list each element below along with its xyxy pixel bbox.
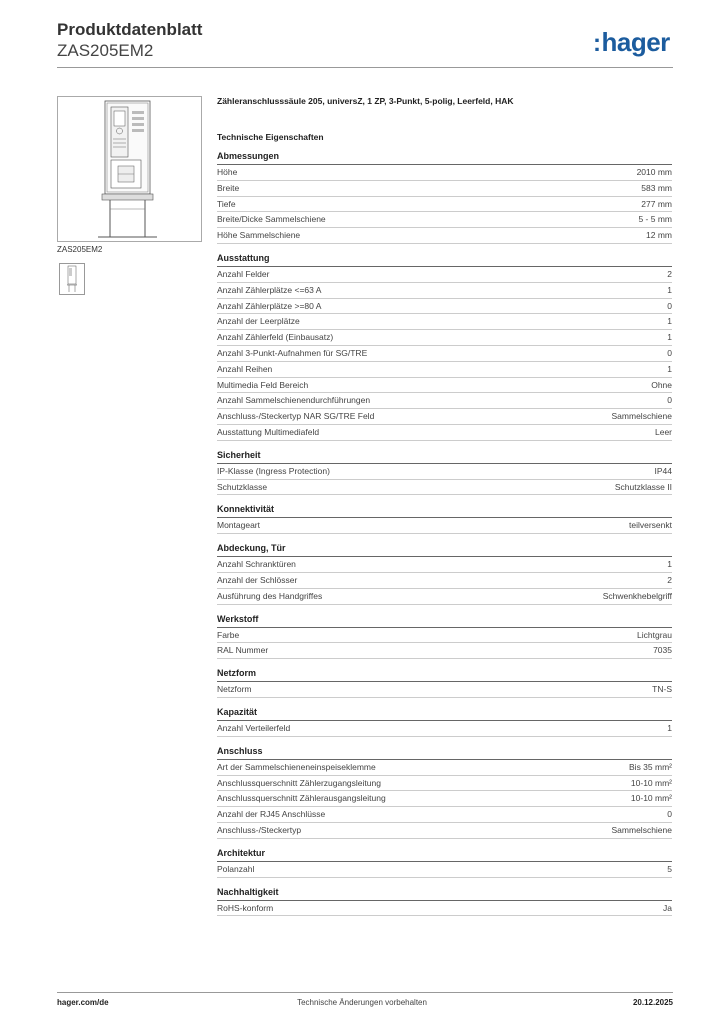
property-row [217,760,672,776]
property-row [217,197,672,213]
product-image [57,96,202,242]
property-row [217,807,672,823]
property-row [217,378,672,394]
property-label: Breite [217,182,240,193]
property-label: Anzahl Zählerplätze >=80 A [217,300,322,311]
section-title: Ausstattung [217,253,672,267]
image-caption: ZAS205EM2 [57,245,103,254]
logo-colon-mark: : [593,30,601,57]
property-section [217,450,672,496]
section-title: Kapazität [217,707,672,721]
property-row [217,314,672,330]
property-value: 5 [667,863,672,874]
property-label: Anzahl der Schlösser [217,574,298,585]
property-value: Schutzklasse II [614,481,672,492]
logo-text: hager [601,27,670,57]
property-row [217,862,672,878]
property-row [217,776,672,792]
property-label: Anzahl 3-Punkt-Aufnahmen für SG/TRE [217,347,368,358]
property-label: Multimedia Feld Bereich [217,379,309,390]
property-value: 1 [667,559,672,570]
meter-column-drawing [58,97,201,241]
property-value: Schwenkhebelgriff [602,590,672,601]
property-section [217,614,672,660]
property-value: Leer [654,426,672,437]
property-label: Anzahl Zählerplätze <=63 A [217,284,322,295]
property-value: 2 [667,268,672,279]
property-section [217,253,672,441]
property-section [217,707,672,737]
property-section [217,746,672,839]
property-label: Höhe [217,167,238,177]
property-value: Ja [663,902,672,913]
property-value: 1 [667,332,672,343]
property-row [217,165,672,181]
property-row [217,212,672,228]
property-row [217,267,672,283]
property-label: Ausstattung Multimediafeld [217,426,320,437]
property-label: Anzahl Verteilerfeld [217,722,291,733]
footer-note: Technische Änderungen vorbehalten [297,998,427,1007]
property-row [217,721,672,737]
property-value: 0 [667,395,672,406]
property-row [217,518,672,534]
property-value: 1 [667,722,672,733]
property-row [217,393,672,409]
property-section [217,151,672,244]
section-title: Konnektivität [217,504,672,518]
property-value: TN-S [652,684,672,695]
property-label: Montageart [217,520,260,531]
property-value: 12 mm [646,230,672,241]
property-label: Anzahl Zählerfeld (Einbausatz) [217,332,334,343]
section-title: Abmessungen [217,151,672,165]
property-label: IP-Klasse (Ingress Protection) [217,465,330,476]
property-row [217,589,672,605]
property-row [217,362,672,378]
property-label: Polanzahl [217,863,255,874]
property-label: Netzform [217,684,252,695]
property-value: 10-10 mm² [630,793,672,804]
property-label: Ausführung des Handgriffes [217,590,323,601]
property-row [217,573,672,589]
property-value: Lichtgrau [637,629,672,640]
image-thumbnail[interactable] [59,263,85,295]
property-value: teilversenkt [629,520,672,531]
property-row [217,330,672,346]
property-label: Anzahl der RJ45 Anschlüsse [217,809,326,820]
section-title: Netzform [217,668,672,682]
header-divider [57,67,673,68]
property-value: 1 [667,316,672,327]
thumbnail-drawing [60,264,84,294]
property-value: 0 [667,347,672,358]
property-section [217,504,672,534]
footer-website[interactable]: hager.com/de [57,998,109,1007]
property-row [217,628,672,644]
property-row [217,557,672,573]
page-title: Produktdatenblatt [57,20,203,39]
property-label: RoHS-konform [217,902,274,913]
property-sections [217,151,672,916]
section-title: Abdeckung, Tür [217,543,672,557]
property-label: Anzahl Schranktüren [217,559,296,570]
property-value: Ohne [651,379,672,390]
section-title: Architektur [217,848,672,862]
property-value: 1 [667,284,672,295]
product-description: Zähleranschlusssäule 205, universZ, 1 ZP, 3-Punkt, 5-polig, Leerfeld, HAK [217,96,514,106]
section-title: Werkstoff [217,614,672,628]
property-row [217,823,672,839]
property-label: Farbe [217,629,240,640]
property-label: Anzahl Felder [217,268,270,279]
property-value: Sammelschiene [611,411,672,422]
property-label: Anschlussquerschnitt Zählerzugangsleitung [217,777,381,788]
property-value: 5 - 5 mm [638,214,672,225]
property-row [217,181,672,197]
property-row [217,682,672,698]
property-section [217,887,672,917]
property-section [217,668,672,698]
property-row [217,464,672,480]
footer-date: 20.12.2025 [632,998,673,1007]
property-value: 1 [667,363,672,374]
property-label: Tiefe [217,198,236,209]
footer-divider [57,992,673,993]
section-title: Nachhaltigkeit [217,887,672,901]
properties-heading: Technische Eigenschaften [217,132,324,142]
property-value: Bis 35 mm² [629,761,672,772]
property-row [217,901,672,917]
property-value: 0 [667,300,672,311]
property-label: Anschluss-/Steckertyp [217,824,302,835]
property-row [217,228,672,244]
properties-content [217,96,672,916]
property-row [217,346,672,362]
property-row [217,283,672,299]
property-value: 7035 [653,645,672,656]
property-label: Anzahl der Leerplätze [217,316,300,327]
property-value: 277 mm [641,198,672,209]
brand-logo [593,27,670,58]
property-row [217,425,672,441]
property-value: 583 mm [641,182,672,193]
property-section [217,848,672,878]
property-row [217,480,672,496]
property-label: Schutzklasse [217,481,268,492]
property-label: Anschlussquerschnitt Zählerausgangsleitung [217,793,386,804]
article-number: ZAS205EM2 [57,41,154,60]
section-title: Sicherheit [217,450,672,464]
property-row [217,299,672,315]
property-value: 0 [667,809,672,820]
property-value: 2010 mm [636,167,672,177]
property-row [217,643,672,659]
property-value: IP44 [654,465,672,476]
property-row [217,409,672,425]
property-label: Höhe Sammelschiene [217,230,301,241]
property-row [217,791,672,807]
section-title: Anschluss [217,746,672,760]
property-value: Sammelschiene [611,824,672,835]
property-label: RAL Nummer [217,645,269,656]
property-value: 2 [667,574,672,585]
property-section [217,543,672,604]
property-label: Anschluss-/Steckertyp NAR SG/TRE Feld [217,411,375,422]
property-label: Anzahl Reihen [217,363,273,374]
property-value: 10-10 mm² [630,777,672,788]
property-label: Breite/Dicke Sammelschiene [217,214,326,225]
property-label: Anzahl Sammelschienendurchführungen [217,395,371,406]
property-label: Art der Sammelschieneneinspeiseklemme [217,761,376,772]
